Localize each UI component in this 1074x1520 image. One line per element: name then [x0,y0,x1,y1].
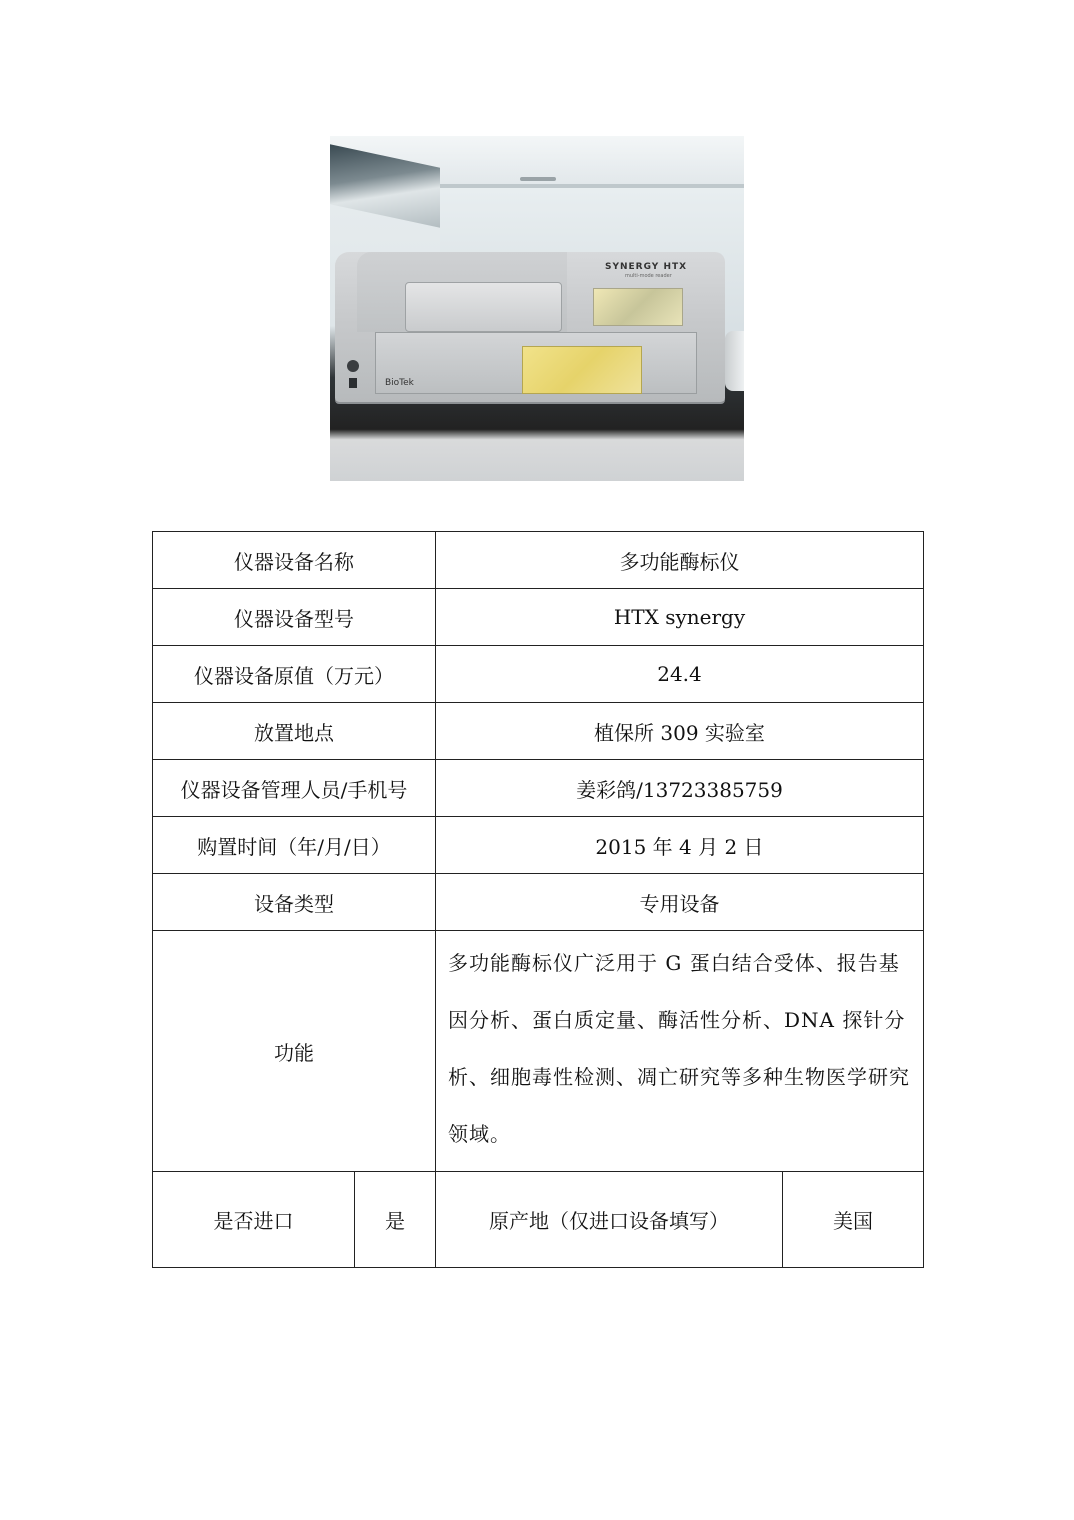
row-label: 购置时间（年/月/日） [153,817,436,874]
device-logo: BioTek [385,378,414,388]
function-description: 多功能酶标仪广泛用于 G 蛋白结合受体、报告基因分析、蛋白质定量、酶活性分析、DNA 探针分析、细胞毒性检测、凋亡研究等多种生物医学研究领域。 [436,931,924,1172]
device-sticker-yellow [522,346,642,394]
import-row [153,1172,924,1268]
row-label: 仪器设备型号 [153,589,436,646]
microplate-reader-device [335,252,725,402]
origin-label: 原产地（仅进口设备填写） [436,1172,783,1268]
table-row [153,760,924,817]
row-value: 2015 年 4 月 2 日 [436,817,924,874]
row-value: 植保所 309 实验室 [436,703,924,760]
row-value: 24.4 [436,646,924,703]
row-value: 姜彩鸽/13723385759 [436,760,924,817]
table-row [153,532,924,589]
origin-value: 美国 [783,1172,924,1268]
instrument-photo [330,136,744,481]
device-brand-subtext: multi-mode reader [625,273,672,279]
row-label: 仪器设备名称 [153,532,436,589]
table-row [153,874,924,931]
table-row [153,817,924,874]
device-power-knob [347,360,359,372]
row-label: 设备类型 [153,874,436,931]
row-value: 专用设备 [436,874,924,931]
row-label: 仪器设备管理人员/手机号 [153,760,436,817]
device-sticker-small [593,288,683,326]
table-row [153,589,924,646]
row-value: HTX synergy [436,589,924,646]
row-label: 仪器设备原值（万元） [153,646,436,703]
row-value: 多功能酶标仪 [436,532,924,589]
table-row [153,646,924,703]
device-brand-text: SYNERGY HTX [605,262,688,272]
device-switch [349,378,357,388]
import-label: 是否进口 [153,1172,355,1268]
row-label: 放置地点 [153,703,436,760]
table-row [153,703,924,760]
import-value: 是 [355,1172,436,1268]
device-lid [405,282,562,332]
photo-pipe [725,331,744,391]
function-label: 功能 [153,931,436,1172]
function-row [153,931,924,1172]
photo-door-handle [520,177,556,181]
equipment-info-table [152,531,924,1268]
